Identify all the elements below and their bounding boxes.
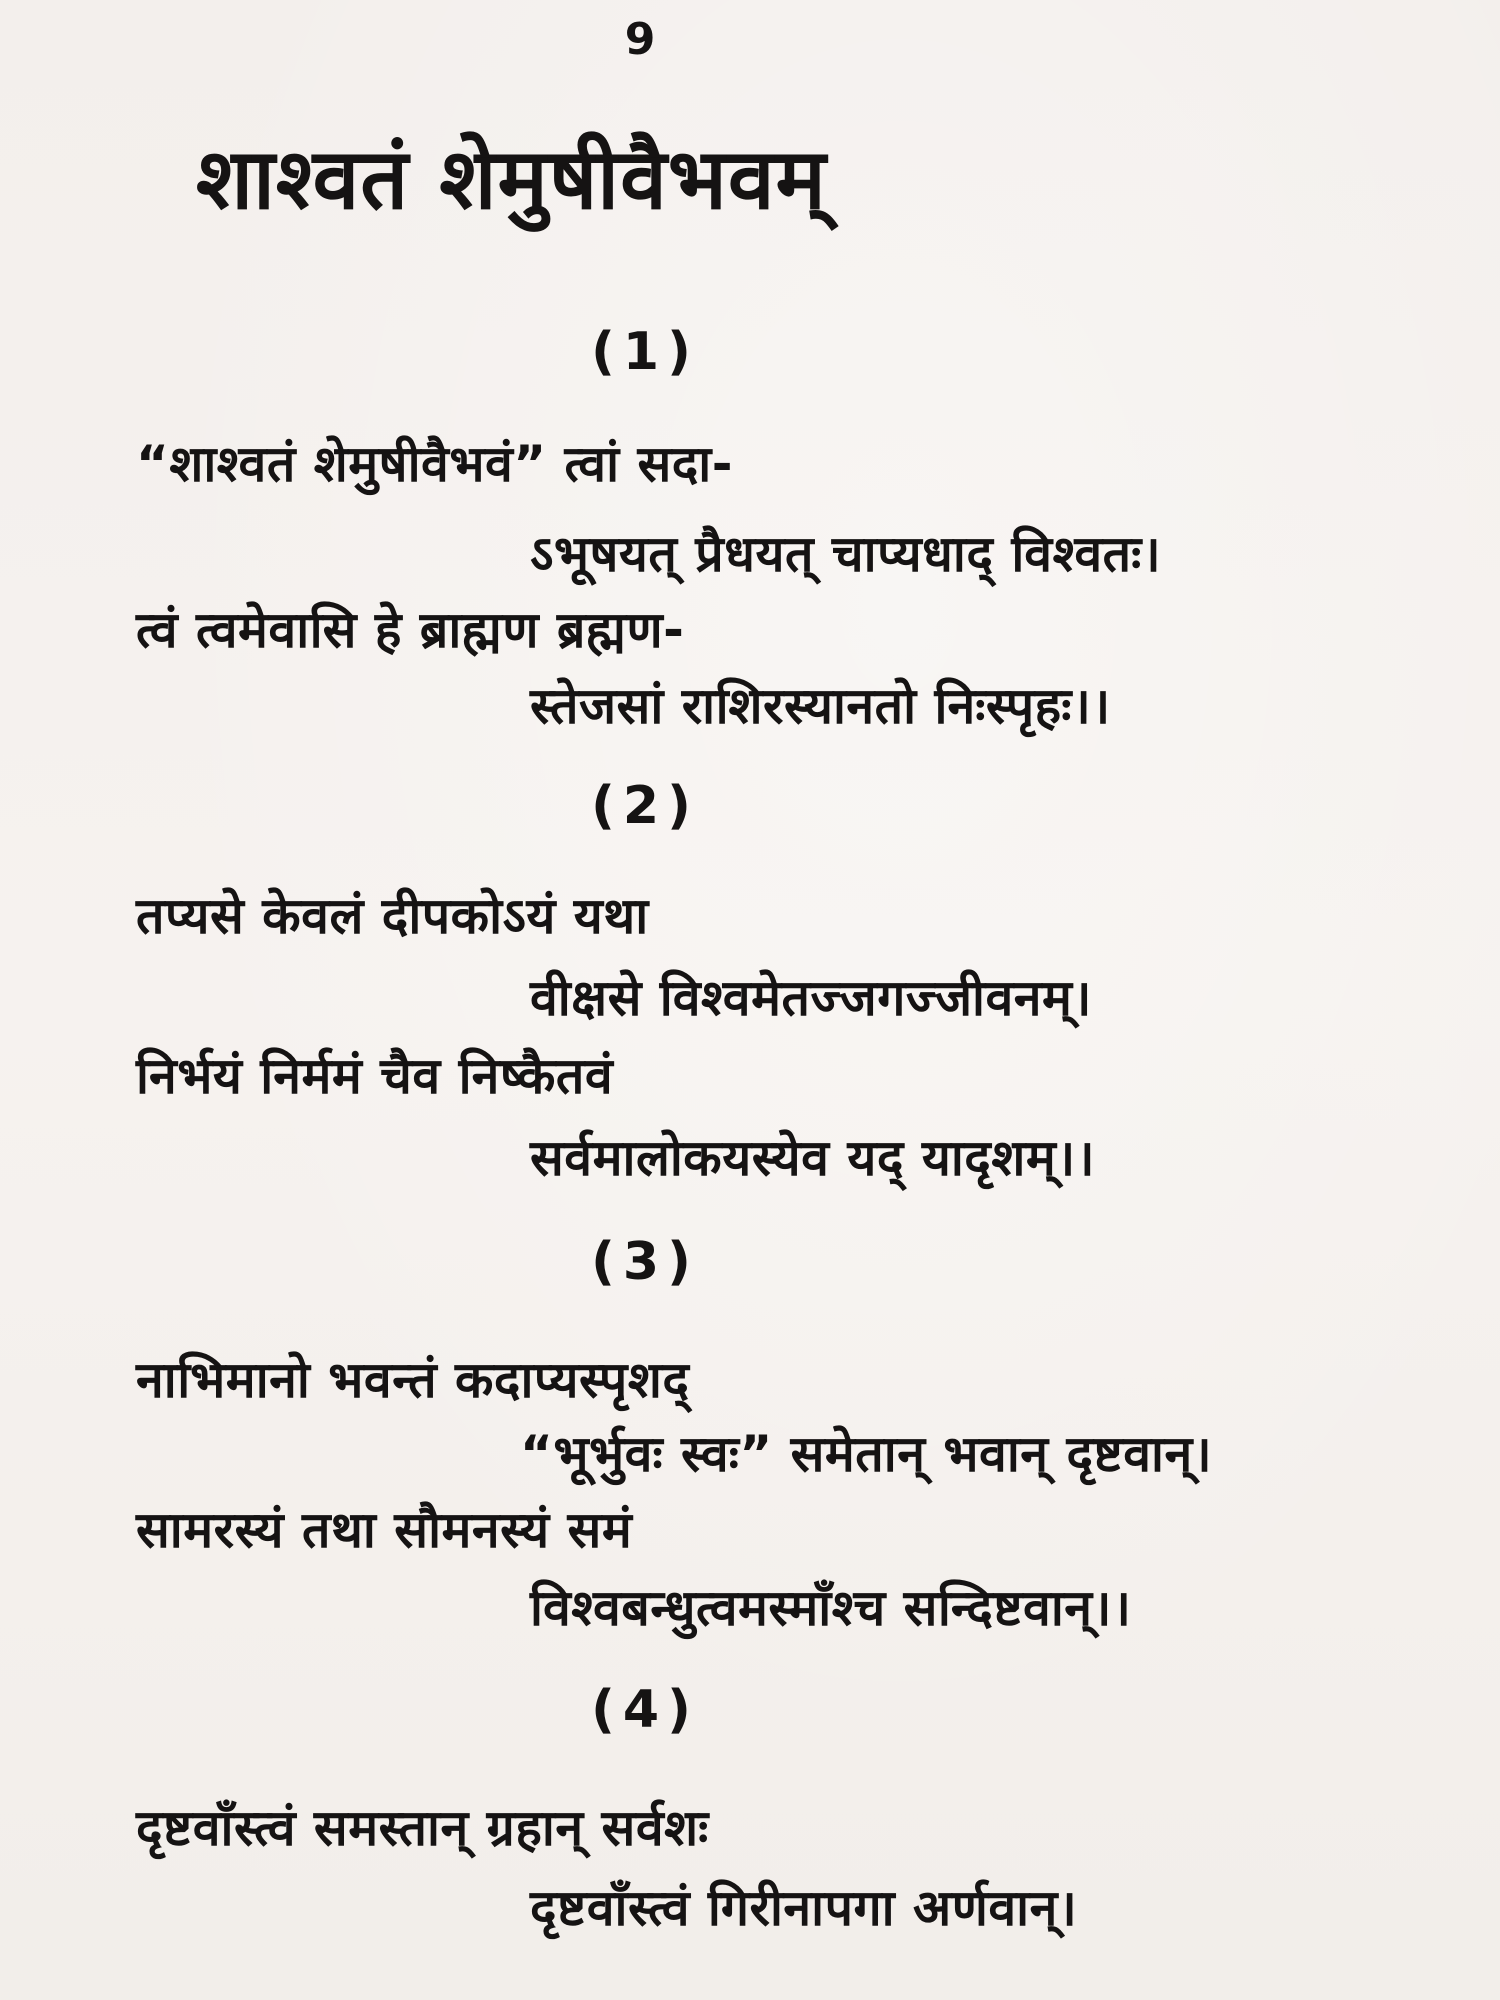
verse-3-line-4: विश्वबन्धुत्वमस्माँश्च सन्दिष्टवान्।।: [530, 1579, 1132, 1637]
page-number: 9: [624, 14, 656, 65]
verse-2-line-2: वीक्षसे विश्वमेतज्जगज्जीवनम्।: [530, 969, 1092, 1027]
verse-1-line-1: “शाश्वतं शेमुषीवैभवं” त्वां सदा-: [136, 435, 733, 493]
verse-3-line-3: सामरस्यं तथा सौमनस्यं समं: [136, 1501, 633, 1559]
verse-2-line-4: सर्वमालोकयस्येव यद् यादृशम्।।: [530, 1129, 1096, 1187]
verse-1-line-2: ऽभूषयत् प्रैधयत् चाप्यधाद् विश्वतः।: [530, 525, 1162, 583]
verse-1-line-4: स्तेजसां राशिरस्यानतो निःस्पृहः।।: [530, 677, 1111, 735]
verse-2-line-3: निर्भयं निर्ममं चैव निष्कैतवं: [136, 1047, 614, 1105]
verse-4-line-1: दृष्टवाँस्त्वं समस्तान् ग्रहान् सर्वशः: [136, 1799, 709, 1857]
verse-4-line-2: दृष्टवाँस्त्वं गिरीनापगा अर्णवान्।: [530, 1879, 1078, 1937]
verse-1-line-3: त्वं त्वमेवासि हे ब्राह्मण ब्रह्मण-: [136, 601, 685, 659]
verse-3-line-1: नाभिमानो भवन्तं कदाप्यस्पृशद्: [136, 1351, 690, 1409]
verse-2-line-1: तप्यसे केवलं दीपकोऽयं यथा: [136, 887, 649, 945]
verse-number-4: (4): [591, 1680, 699, 1740]
verse-3-line-2: “भूर्भुवः स्वः” समेतान् भवान् दृष्टवान्।: [520, 1425, 1213, 1483]
verse-number-3: (3): [591, 1232, 699, 1292]
verse-number-2: (2): [591, 776, 699, 836]
verse-number-1: (1): [591, 322, 699, 382]
poem-title: शाश्वतं शेमुषीवैभवम्: [196, 130, 827, 228]
